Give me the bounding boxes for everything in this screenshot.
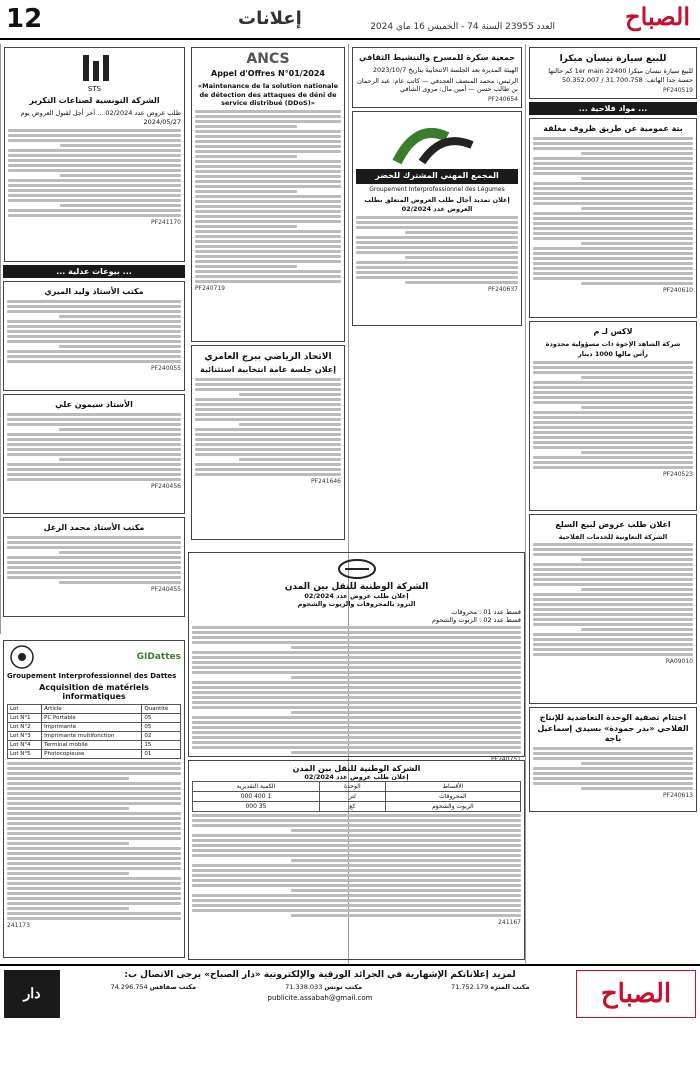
- gidattes-ref: 241173: [7, 922, 30, 929]
- vegetables-banner: المجمع المهني المشترك للخضر: [356, 169, 518, 184]
- table-header: الكمية التقديرية: [193, 782, 320, 792]
- transport-lot-2: قسط عدد 02 : الزيوت والشحوم: [431, 616, 521, 624]
- table-row: [8, 750, 181, 759]
- newspaper-logo: الصباح: [625, 2, 690, 31]
- office-phone: 71.752.179: [451, 983, 489, 991]
- company-notice: [529, 321, 697, 511]
- footer-logo: الصباح: [576, 970, 696, 1018]
- table-cell: 05: [142, 723, 181, 732]
- table-row: [8, 732, 181, 741]
- ancs-sub: «Maintenance de la solution nationale de détection des attaques de déni de service distribué (DDoS)»: [197, 81, 339, 108]
- sts-logo-icon: [75, 53, 115, 83]
- page-footer: [0, 964, 700, 1050]
- transport-quote: التزود بالمحروقات والزيوت والشحوم: [297, 600, 416, 608]
- bailiff-1: [3, 281, 185, 391]
- table-header: الأقساط: [385, 782, 520, 792]
- table-row: [193, 792, 521, 802]
- farm-tender-ref: PF240610: [663, 286, 693, 294]
- association-members: الرئيس: محمد المنصف العجدفي — كاتب عام: عبد الرحمان بن طالب حسن — أمين مال: مروى الشافي: [357, 76, 518, 94]
- sport-title: الاتحاد الرياضي ببرج العامري: [204, 352, 332, 362]
- table-row: [8, 714, 181, 723]
- table-cell: 1 400 000: [193, 792, 320, 802]
- table-header: Article: [42, 705, 142, 714]
- closing-notice-ref: PF240613: [663, 792, 693, 800]
- sts-logo-text: STS: [87, 85, 102, 93]
- footer-logo-2: دار الصباح: [4, 970, 60, 1018]
- office-phone: 71.338.033: [285, 983, 323, 991]
- table-cell: 05: [142, 714, 181, 723]
- ancs-logo: ANCS: [246, 51, 290, 67]
- table-cell: 01: [142, 750, 181, 759]
- car-ad-text: للبيع سيارة نيسان ميكرا 1er main 22400 كم حالتها حسنة جدا الهاتف: 31.700.758 / 50.352.007: [548, 67, 693, 84]
- table-row: [193, 802, 521, 812]
- bailiff-1-ref: PF240055: [151, 364, 181, 372]
- goods-sale-ref: RA09010: [665, 658, 693, 666]
- page-header: [0, 0, 700, 40]
- bailiff-2: [3, 394, 185, 514]
- farm-tender: [529, 118, 697, 318]
- office-item: [285, 983, 362, 991]
- column-3: [188, 44, 348, 550]
- transport-logo-icon: [337, 558, 377, 580]
- table-cell: Terminal mobile: [42, 741, 142, 750]
- gidattes-notice: [3, 640, 185, 958]
- table-cell: Lot N°5: [8, 750, 42, 759]
- bailiff-3-ref: PF240455: [151, 585, 181, 593]
- company-notice-title: لاكس لـ م: [593, 326, 633, 336]
- sts-title: الشركة التونسية لصناعات التكرير: [29, 96, 160, 106]
- emblem-icon: [7, 644, 37, 670]
- office-item: [110, 983, 196, 991]
- transport-lot-1: قسط عدد 01 : محروقات: [451, 608, 521, 616]
- gidattes-title: Groupement Interprofessionnel des Dattes: [7, 672, 177, 680]
- ancs-notice: [191, 47, 345, 342]
- bailiff-column: [0, 262, 188, 634]
- transport2-ref: 241167: [498, 919, 521, 926]
- table-cell: الزيوت والشحوم: [385, 802, 520, 812]
- table-cell: Lot N°3: [8, 732, 42, 741]
- car-ad-title: للبيع سيارة نيسان ميكرا: [559, 54, 667, 64]
- ancs-ref: PF240719: [195, 285, 225, 293]
- gidattes-logo: GIDattes: [136, 652, 181, 662]
- car-ad: [529, 47, 697, 99]
- issue-info: العدد 23955 السنة 74 - الخميس 16 ماي 2024: [370, 22, 555, 32]
- footer-contact: [66, 970, 574, 1018]
- table-cell: Photocopieuse: [42, 750, 142, 759]
- transport-title: الشركة الوطنية للنقل بين المدن: [284, 582, 429, 592]
- goods-sale-sub: الشركة التعاونية للخدمات الفلاحية: [558, 532, 668, 541]
- vegetables-notice: [352, 111, 522, 326]
- table-cell: Imprimante multifonction: [42, 732, 142, 741]
- office-name: مكتب تونس: [324, 983, 363, 991]
- table-header: Quantité: [142, 705, 181, 714]
- materials-table: [7, 704, 181, 759]
- gidattes-heading: Acquisition de matériels informatiques: [39, 683, 149, 701]
- transport2-title: الشركة الوطنية للنقل بين المدن: [292, 764, 421, 773]
- office-name: مكتب المنزه: [490, 983, 530, 991]
- sport-sub: إعلان جلسة عامة انتخابية استثنائية: [200, 365, 336, 375]
- company-notice-ref: PF240523: [663, 471, 693, 479]
- ancs-title: Appel d'Offres N°01/2024: [211, 69, 325, 78]
- table-header: الوحدة: [319, 782, 385, 792]
- bailiff-1-title: مكتب الأستاذ وليد الميري: [44, 287, 144, 296]
- association-text: الهيئة المديرة بعد الجلسة الانتخابية بتاريخ 2023/10/7: [372, 65, 518, 74]
- transport-tender-2: [188, 760, 525, 960]
- office-name: مكتب صفاقس: [149, 983, 197, 991]
- table-cell: 15: [142, 741, 181, 750]
- transport2-sub: إعلان طلب عروض عدد 02/2024: [304, 773, 409, 781]
- table-cell: المحروقات: [385, 792, 520, 802]
- lots-table: [192, 781, 521, 812]
- sts-ref: PF241170: [151, 218, 181, 226]
- company-notice-sub: شركة الشاهد الإخوة ذات مسؤولية محدودة: [545, 339, 681, 348]
- table-cell: 35 000: [193, 802, 320, 812]
- closing-notice: [529, 707, 697, 812]
- vegetables-name: Groupement Interprofessionnel des Légumes: [369, 185, 505, 193]
- table-cell: Lot N°2: [8, 723, 42, 732]
- company-notice-capital: رأس مالها 1000 دينار: [577, 350, 649, 359]
- sport-ref: PF241646: [311, 477, 341, 485]
- goods-sale-notice: [529, 514, 697, 704]
- footer-email[interactable]: publicite.assabah@gmail.com: [267, 994, 373, 1002]
- sts-notice: [4, 47, 185, 262]
- footer-title: لمزيد إعلاناتكم الإشهارية في الجرائد الورقية والإلكترونية «دار الصباح» يرجى الاتصال ب:: [124, 970, 516, 980]
- table-cell: لتر: [319, 792, 385, 802]
- vegetables-logo-icon: [377, 117, 497, 167]
- table-cell: Lot N°1: [8, 714, 42, 723]
- column-1: [525, 44, 700, 964]
- bailiff-3: [3, 517, 185, 617]
- goods-sale-title: اعلان طلب عروض لبيع السلع: [555, 519, 671, 529]
- sts-body: طلب عروض عدد 02/2024 ... آخر أجل لقبول العروض يوم 2024/05/27: [20, 109, 181, 126]
- sport-notice: [191, 345, 345, 540]
- transport-sub: إعلان طلب عروض عدد 02/2024: [304, 592, 409, 600]
- bailiff-2-ref: PF240456: [151, 482, 181, 490]
- transport-ref: PF240751: [491, 756, 521, 763]
- closing-notice-title: اختتام تصفية الوحدة التعاضدية للإنتاج الفلاحي «بدر حمودة» بسيدي إسماعيل باجة: [537, 712, 689, 744]
- judicial-banner: ... بيوعات عدلية ...: [3, 265, 185, 278]
- table-row: [8, 741, 181, 750]
- table-cell: PC Portable: [42, 714, 142, 723]
- farm-tender-title: بتة عمومية عن طريق ظروف مغلقة: [543, 123, 683, 133]
- table-row: [8, 723, 181, 732]
- car-ad-ref: PF240519: [663, 86, 693, 94]
- association-title: جمعية سكرة للمسرح والتنشيط الثقافي: [359, 53, 515, 62]
- association-ref: PF240654: [488, 96, 518, 104]
- association-notice: [352, 47, 522, 108]
- page-number: 12: [6, 4, 43, 34]
- table-cell: Lot N°4: [8, 741, 42, 750]
- bailiff-3-title: مكتب الأستاذ محمد الزغل: [43, 523, 145, 532]
- vegetables-ref: PF240637: [488, 285, 518, 293]
- table-cell: 02: [142, 732, 181, 741]
- transport-tender: [188, 552, 525, 763]
- vegetables-body: إعلان تمديد آجال طلب العروض المتعلق بطلب العروض عدد 02/2024: [364, 196, 510, 213]
- section-title: إعلانات: [238, 8, 302, 29]
- office-item: [451, 983, 529, 991]
- office-phone: 74.296.754: [110, 983, 148, 991]
- table-cell: Imprimante: [42, 723, 142, 732]
- table-cell: كغ: [319, 802, 385, 812]
- bailiff-2-title: الأستاذ سيمون علي: [55, 400, 133, 409]
- table-header: Lot: [8, 705, 42, 714]
- farm-banner: ... مواد فلاحية ...: [529, 102, 697, 115]
